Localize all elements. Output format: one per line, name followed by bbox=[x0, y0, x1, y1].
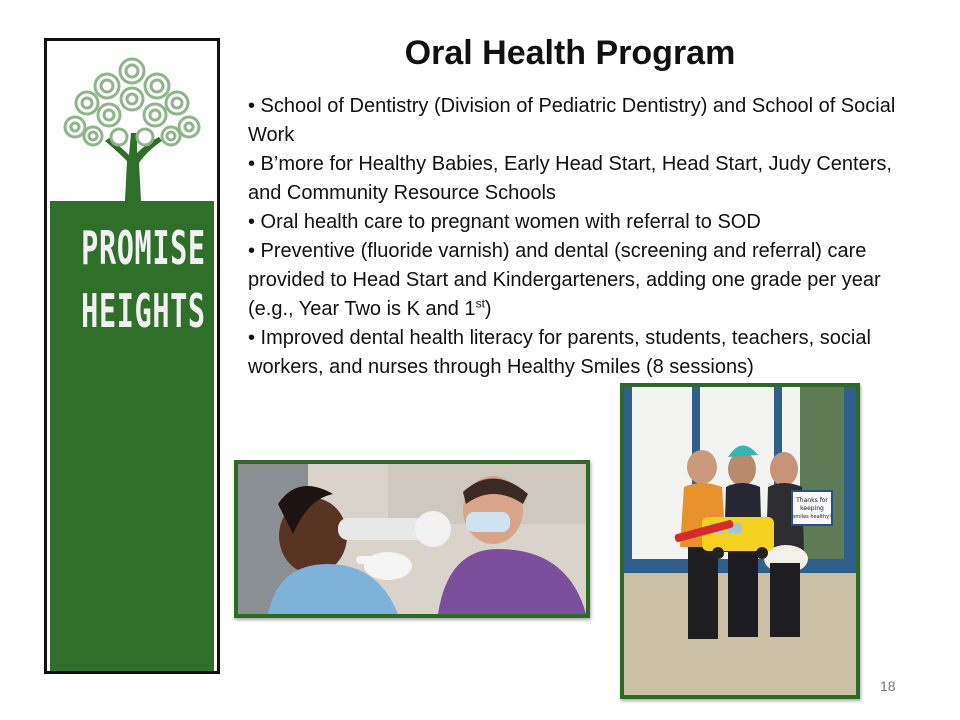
bullet-text: • Preventive (fluoride varnish) and dental (screening and referral) care provided to Head Start and Kindergarteners, adding one grade per year (e.g., Year Two is K and 1 bbox=[248, 240, 881, 320]
logo-word-promise: PROMISE bbox=[81, 221, 206, 275]
bullet-superscript: st bbox=[475, 296, 485, 311]
page-number: 18 bbox=[880, 678, 896, 694]
bullet-item: • Improved dental health literacy for parents, students, teachers, social workers, and nurses through Healthy Smiles (8 sessions) bbox=[248, 327, 871, 378]
sign-text-line2: keeping bbox=[800, 505, 824, 512]
tree-icon bbox=[47, 41, 217, 201]
sign-text-line1: Thanks for bbox=[796, 497, 828, 504]
bullet-item: • School of Dentistry (Division of Pediatric Dentistry) and School of Social Work bbox=[248, 95, 896, 146]
logo-word-heights: HEIGHTS bbox=[81, 284, 206, 338]
logo-green-panel bbox=[50, 201, 214, 671]
promise-heights-logo bbox=[44, 38, 220, 674]
sign-text-line3: smiles healthy! bbox=[792, 514, 832, 520]
bullet-item bbox=[248, 237, 908, 324]
bullet-item: • B’more for Healthy Babies, Early Head Start, Head Start, Judy Centers, and Community Resource Schools bbox=[248, 153, 892, 204]
bullet-list bbox=[248, 92, 908, 382]
slide-title: Oral Health Program bbox=[404, 34, 736, 72]
bullet-item: • Oral health care to pregnant women with referral to SOD bbox=[248, 211, 761, 233]
bullet-text-end: ) bbox=[484, 298, 492, 320]
dental-exam-photo bbox=[234, 460, 590, 618]
school-event-photo bbox=[620, 383, 860, 699]
